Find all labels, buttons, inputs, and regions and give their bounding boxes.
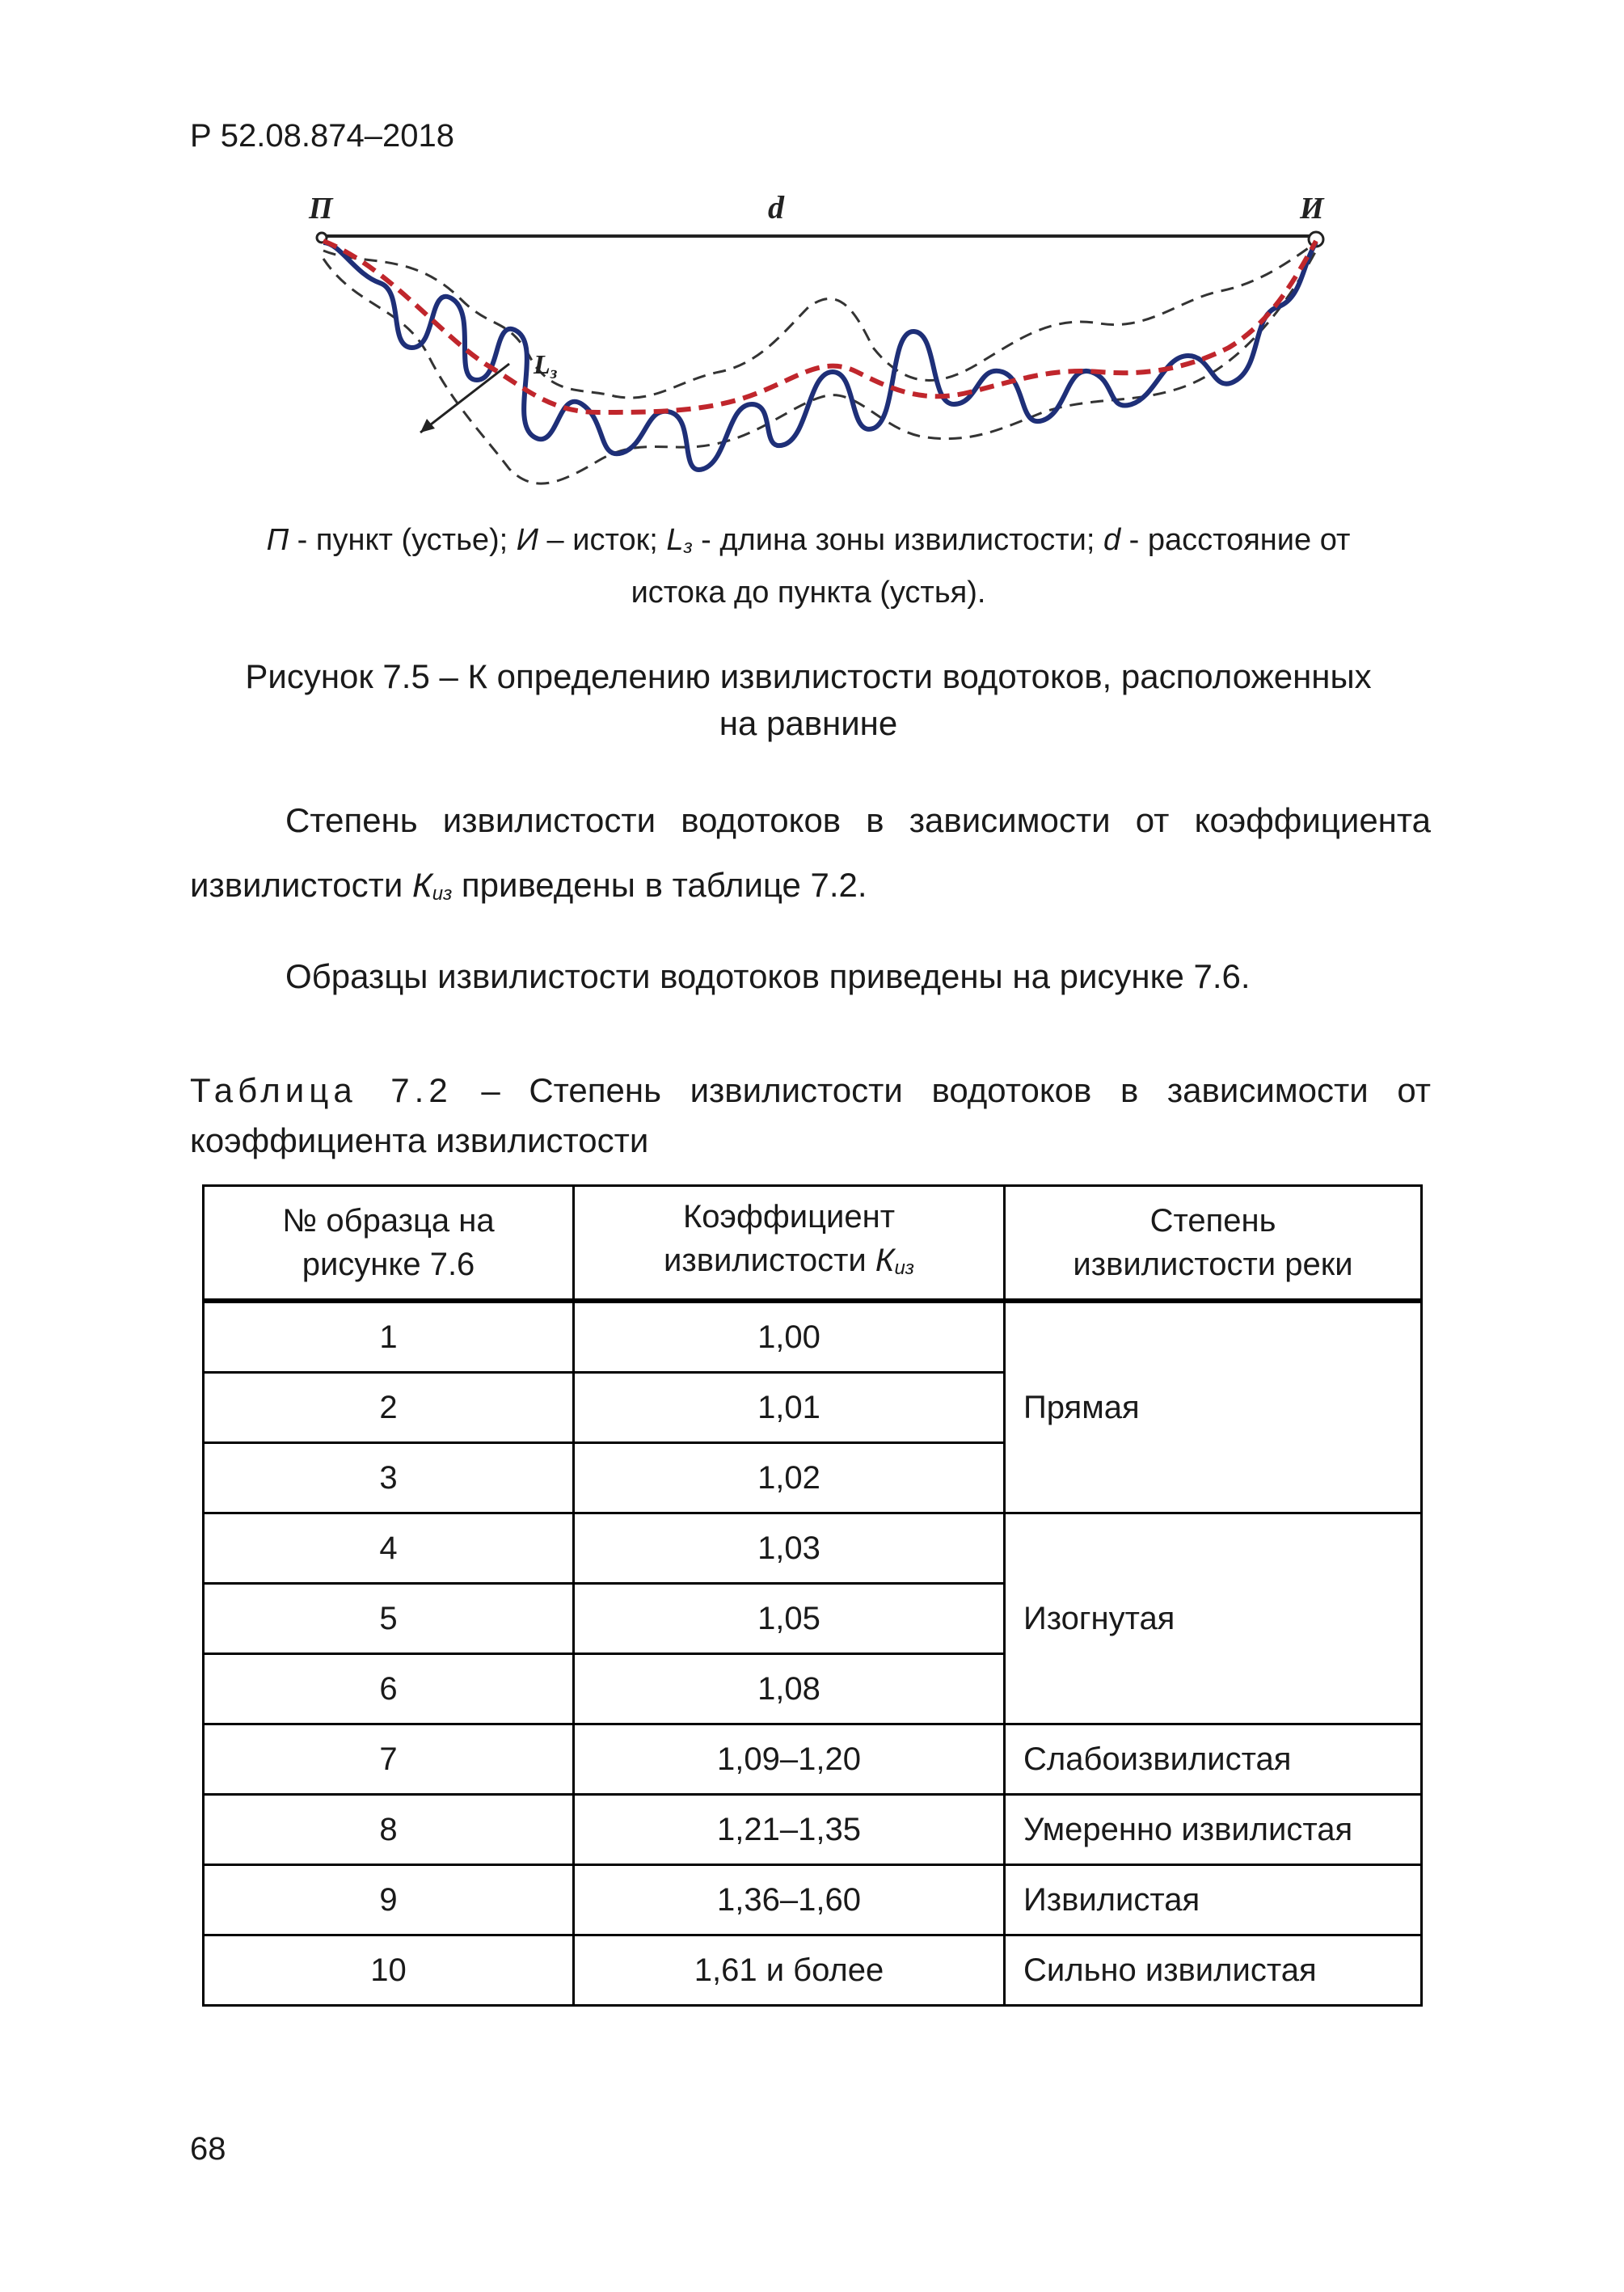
page-number: 68 <box>190 2131 226 2167</box>
figure-caption: Рисунок 7.5 – К определению извилистости водотоков, расположенных на равнине <box>245 657 1372 742</box>
sinuosity-table <box>202 1184 1423 2007</box>
table-row: 7 1,09–1,20 Слабоизвилистая <box>204 1724 1422 1795</box>
header-degree: Степень извилистости реки <box>1005 1186 1422 1302</box>
table-row: 9 1,36–1,60 Извилистая <box>204 1865 1422 1935</box>
label-p: П <box>309 194 333 226</box>
zone-upper-boundary <box>323 243 1316 398</box>
table-row: 1 1,00 Прямая <box>204 1301 1422 1373</box>
river-sinuosity-figure <box>291 194 1358 517</box>
label-lz: Lз <box>534 350 558 382</box>
table-header-row <box>204 1186 1422 1302</box>
table-row: 6 1,08 <box>204 1654 1422 1724</box>
table-row: 5 1,05 <box>204 1584 1422 1654</box>
river-axis-line <box>323 241 1316 412</box>
table-row: 4 1,03 Изогнутая <box>204 1513 1422 1584</box>
table-row: 2 1,01 <box>204 1373 1422 1443</box>
table-caption: Таблица 7.2 – Степень извилистости водотоков в зависимости от коэффициента извилистости <box>190 1071 1432 1159</box>
document-code: Р 52.08.874–2018 <box>190 118 454 154</box>
paragraph-samples: Образцы извилистости водотоков приведены на рисунке 7.6. <box>285 957 1251 995</box>
degree-moderate: Умеренно извилистая <box>1005 1795 1422 1865</box>
figure-legend <box>162 517 1455 615</box>
degree-strong: Сильно извилистая <box>1005 1935 1422 2006</box>
lz-arrow <box>420 364 509 433</box>
label-d: d <box>768 194 784 226</box>
legend-line-2: истока до пункта (устья). <box>631 576 986 610</box>
table-row: 3 1,02 <box>204 1443 1422 1513</box>
header-coefficient: Коэффициент извилистости $К_{из}$ <box>574 1186 1005 1302</box>
label-i: И <box>1300 194 1324 226</box>
degree-meandering: Извилистая <box>1005 1865 1422 1935</box>
lz-arrowhead <box>420 419 435 433</box>
header-sample-number: № образца на рисунке 7.6 <box>204 1186 574 1302</box>
degree-bent: Изогнутая <box>1005 1513 1422 1724</box>
table-row: 10 1,61 и более Сильно извилистая <box>204 1935 1422 2006</box>
degree-slight: Слабоизвилистая <box>1005 1724 1422 1795</box>
paragraph-sinuosity-degree: Степень извилистости водотоков в зависимости от коэффициента извилистости $К_{из}$ приведены в таблице 7.2. <box>190 801 1431 905</box>
degree-straight: Прямая <box>1005 1301 1422 1513</box>
legend-line-1: П - пункт (устье); И – исток; $L_з$ - длина зоны извилистости; d - расстояние от <box>266 523 1351 558</box>
table-row: 8 1,21–1,35 Умеренно извилистая <box>204 1795 1422 1865</box>
